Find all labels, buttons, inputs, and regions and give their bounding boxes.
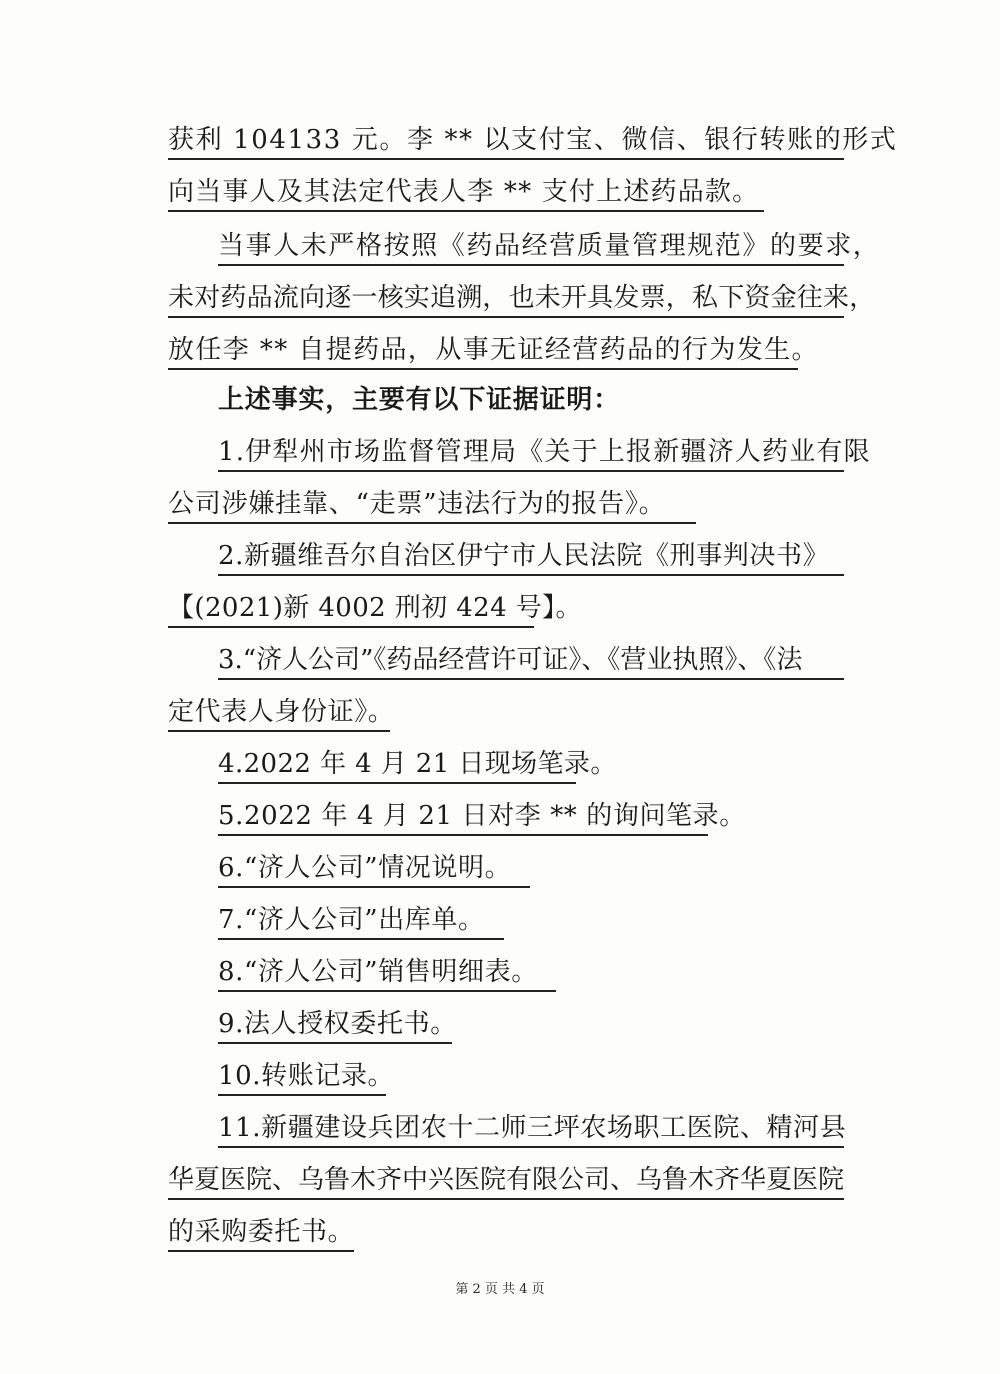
evidence-item-2-line-1: 2.新疆维吾尔自治区伊宁市人民法院《刑事判决书》 [218,536,844,576]
body-line-3: 当事人未严格按照《药品经营质量管理规范》的要求， [218,226,844,266]
body-line-5: 放任李 ** 自提药品，从事无证经营药品的行为发生。 [168,330,798,370]
evidence-item-6: 6.“济人公司”情况说明。 [218,848,530,888]
evidence-item-9: 9.法人授权委托书。 [218,1004,452,1044]
evidence-item-11-line-1: 11.新疆建设兵团农十二师三坪农场职工医院、精河县 [218,1108,844,1148]
body-line-2: 向当事人及其法定代表人李 ** 支付上述药品款。 [168,172,764,212]
evidence-item-2-line-2: 【(2021)新 4002 刑初 424 号】。 [168,588,534,628]
evidence-item-3-line-2: 定代表人身份证》。 [168,692,390,732]
evidence-item-5: 5.2022 年 4 月 21 日对李 ** 的询问笔录。 [218,796,708,836]
evidence-item-10: 10.转账记录。 [218,1056,386,1096]
evidence-item-11-line-2: 华夏医院、乌鲁木齐中兴医院有限公司、乌鲁木齐华夏医院 [168,1160,844,1200]
evidence-item-1-line-2: 公司涉嫌挂靠、“走票”违法行为的报告》。 [168,484,696,524]
evidence-item-1-line-1: 1.伊犁州市场监督管理局《关于上报新疆济人药业有限 [218,432,844,472]
evidence-item-7: 7.“济人公司”出库单。 [218,900,504,940]
evidence-heading: 上述事实，主要有以下证据证明： [218,385,621,415]
body-line-1: 获利 104133 元。李 ** 以支付宝、微信、银行转账的形式 [168,120,844,160]
evidence-item-4: 4.2022 年 4 月 21 日现场笔录。 [218,744,576,784]
evidence-item-11-line-3: 的采购委托书。 [168,1212,354,1252]
body-line-4: 未对药品流向逐一核实追溯，也未开具发票，私下资金往来， [168,278,844,318]
evidence-item-8: 8.“济人公司”销售明细表。 [218,952,556,992]
page-number-footer: 第 2 页 共 4 页 [455,1282,545,1297]
evidence-item-3-line-1: 3.“济人公司”《药品经营许可证》、《营业执照》、《法 [218,640,844,680]
